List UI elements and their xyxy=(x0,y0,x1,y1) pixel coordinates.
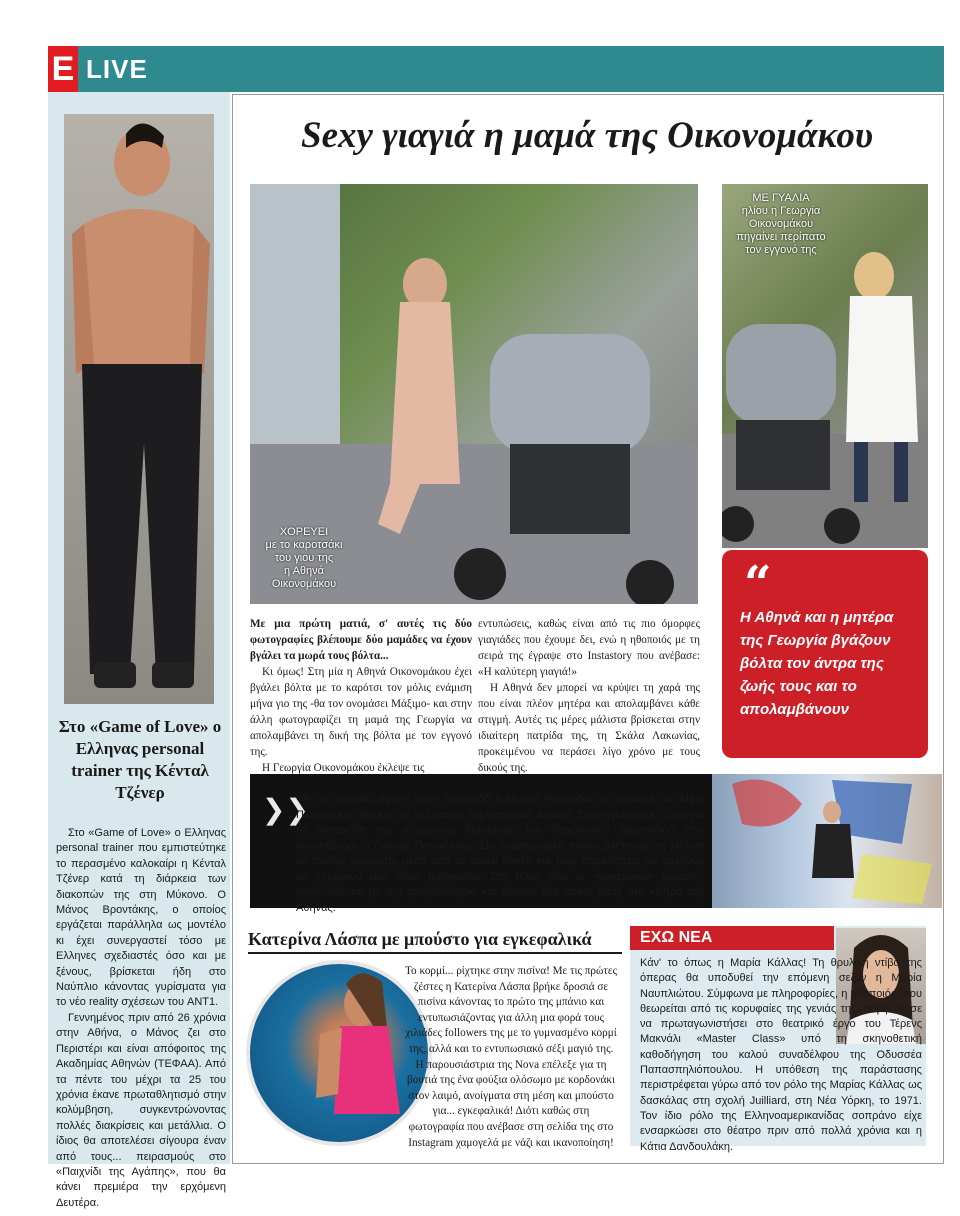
caption-line: ηλίου η Γεωργία xyxy=(741,205,821,217)
trainer-photo xyxy=(64,114,214,704)
article-lead: Με μια πρώτη ματιά, σ' αυτές τις δύο φωτογραφίες βλέπουμε δύο μαμάδες να έχουν βγάλει τα μωρά τους βόλτα... xyxy=(250,618,472,662)
double-arrow-icon: ❯❯ xyxy=(262,793,309,826)
section-label: LIVE xyxy=(86,54,148,84)
article-paragraph: Η Γεωργία Οικονομάκου έκλεψε τις xyxy=(262,762,425,774)
caption-line: πηγαίνει περίπατο xyxy=(736,231,826,243)
header-bar xyxy=(48,46,944,92)
article-paragraph: Η Αθηνά δεν μπορεί να κρύψει τη χαρά της που είναι πλέον μητέρα και απολαμβάνει κάθε στιγμή. Αυτές τις μέρες μάλιστα βρίσκεται στην ιδιαίτερη πατρίδα της, τη Σκάλα Λακωνίας, προκειμένου να περάσει λίγο χρόνο με τους δικούς της. xyxy=(478,682,700,774)
caption-line: με το καροτσάκι xyxy=(265,539,343,551)
graffiti-photo xyxy=(712,774,942,908)
caption-line: ΜΕ ΓΥΑΛΙΑ xyxy=(752,192,810,204)
article-column-2 xyxy=(478,616,700,776)
exo-nea-label: ΕΧΩ ΝΕΑ xyxy=(630,926,834,950)
melina-news-text: «Αν σ' αρνηθώ, αγάπη μου» τραγουδά η Μελίνα Ασλανίδου σε μουσική του Μίμη Πλέσσα και στίχους της αξέχαστης ερμηνεύτριας Δανάης Στρατηγοπούλου. Οσο για το βιντεοκλίπ της σύγχρονης διασκευής του διαχρονικού τραγουδιού που σκηνοθέτησε ο Γιάννης Παπαδάκος; Στα εντυπωσιακά πλάνα βλέπουμε τη Μελίνα να στέλνει μηνύματα μέσα από τα social media και τους παραλήπτες να αρχίζουν να χορεύουν εκεί όπου βρίσκονται. Στο τέλος όλοι οι «μαγεμένοι» χορευτές συναντιούνται με την τραγουδίστρια και κάνουν ένα street party στο κέντρο της Αθήνας. xyxy=(296,793,704,914)
exo-nea-article xyxy=(640,956,922,1155)
article-column-1 xyxy=(250,616,472,776)
caption-line: Οικονομάκου xyxy=(748,218,814,230)
georgia-stroller-photo xyxy=(722,184,928,548)
laspa-paragraph: Η παρουσιάστρια της Nova επέλεξε για τη βουτιά της ένα φούξια ολόσωμο με κορδονάκι στον λαιμό, ανοίγματα στη μέση και μπούστο για... εγκεφαλικά! Διότι καθώς στη φωτογραφία που ανέβασε στη σελίδα της στο Instagram χαμογελά με νάζι και ικανοποίηση! xyxy=(406,1058,616,1149)
caption-line: του γιου της xyxy=(274,552,334,564)
quote-mark-icon: “ xyxy=(744,556,772,612)
laspa-paragraph: Το κορμί... ρίχτηκε στην πισίνα! Με τις πρώτες ζέστες η Κατερίνα Λάσπα βρήκε δροσιά σε πισίνα κάνοντας το πρώτο της μπάνιο και εντυπωσιάζοντας για άλλη μια φορά τους χιλιάδες followers της με το γυμνασμένο κορμί της, αλλά και το εντυπωσιακό σέξι μαγιό της. xyxy=(404,965,618,1055)
caption-line: Οικονομάκου xyxy=(271,578,337,590)
trainer-article xyxy=(56,826,226,1211)
laspa-article xyxy=(404,964,618,1151)
trainer-headline: Στο «Game of Love» ο Ελληνας personal trainer της Κένταλ Τζένερ xyxy=(58,717,222,802)
main-article-title: Sexy γιαγιά η μαμά της Οικονομάκου xyxy=(301,115,873,156)
article-paragraph: εντυπώσεις, καθώς είναι από τις πιο όμορφες γιαγιάδες που έχουμε δει, ενώ η ηθοποιός με τη σειρά της έγραψε στο Instastory που ανέβασε: «Η καλύτερη γιαγιά!» xyxy=(478,618,700,678)
photo2-caption xyxy=(726,192,836,257)
magazine-logo: E xyxy=(48,46,78,92)
laspa-divider xyxy=(248,952,622,954)
article-paragraph: Κι όμως! Στη μία η Αθηνά Οικονομάκου έχει βγάλει βόλτα με το καρότσι τον μόλις ενάμιση μήνα γιο της -θα τον ονομάσει Μάξιμο- και στην άλλη φωτογραφίζει τη μαμά της Γεωργία να απολαμβάνει τη δική της βόλτα με τον εγγονό της. xyxy=(250,666,472,758)
photo1-caption xyxy=(256,526,352,591)
caption-line: τον εγγονό της xyxy=(745,244,817,256)
laspa-headline: Κατερίνα Λάσπα με μπούστο για εγκεφαλικά xyxy=(248,929,592,949)
caption-line: η Αθηνά xyxy=(284,565,324,577)
trainer-paragraph: Γεννημένος πριν από 26 χρόνια στην Αθήνα, ο Μάνος ζει στο Περιστέρι και είναι απόφοιτος της Ακαδημίας Αθηνών (ΤΕΦΑΑ). Από τα πέντε του μέχρι τα 25 του χρόνια έκανε πρωταθλητισμό στην κολύμβηση, συγκεντρώνοντας πολλές διακρίσεις και μετάλλια. Ο ίδιος θα αποτελέσει σίγουρα έναν από τους... πειρασμούς στο «Παιχνίδι της Αγάπης», που θα κάνει πρεμιέρα την ερχόμενη Δευτέρα. xyxy=(56,1011,226,1209)
exo-nea-paragraph: Κάν' το όπως η Μαρία Κάλλας! Τη θρυλική ντίβα της όπερας θα υποδυθεί την επόμενη σεζόν η Μαρία Ναυπλιώτου. Σύμφωνα με πληροφορίες, η ηθοποιός, που θεωρείται από τις κορυφαίες της γενιάς της, συμφώνησε να πρωταγωνιστήσει στο θεατρικό έργο του Τέρενς Μακνάλι «Master Class» υπό τη σκηνοθετική καθοδήγηση του καλού συναδέλφου της Οδυσσέα Παπασπηλιόπουλου. Η υπόθεση της παράστασης περιστρέφεται γύρω από τον ρόλο της Μαρίας Κάλλας ως δασκάλας στη σχολή Juilliard, στη Νέα Υόρκη, το 1971. Τον ίδιο ρόλο της Ελληνοαμερικανίδας σοπράνο είχε ενσαρκώσει στο θέατρο πριν από πολλά χρόνια και η Κάτια Δανδουλάκη. xyxy=(640,957,922,1153)
caption-line: ΧΟΡΕΥΕΙ xyxy=(279,526,329,538)
athina-stroller-photo xyxy=(250,184,698,604)
trainer-paragraph: Στο «Game of Love» ο Ελληνας personal trainer που εμπιστεύτηκε το περασμένο καλοκαίρι η Κένταλ Τζένερ κατά τη διάρκεια των διακοπών της στη Μύκονο. Ο Μάνος Βροντάκης, ο οποίος εργάζεται παράλληλα ως μοντέλο κι έχει συνεργαστεί τόσο με Ελληνες σχεδιαστές όσο και με ξένους, βρίσκεται ήδη στο Ναύπλιο κάνοντας γυρίσματα για το νέο reality σχέσεων του ANT1. xyxy=(56,827,226,1009)
pull-quote-text: Η Αθηνά και η μητέρα της Γεωργία βγάζουν βόλτα τον άντρα της ζωής τους και το απολαμβάνουν xyxy=(740,609,894,718)
